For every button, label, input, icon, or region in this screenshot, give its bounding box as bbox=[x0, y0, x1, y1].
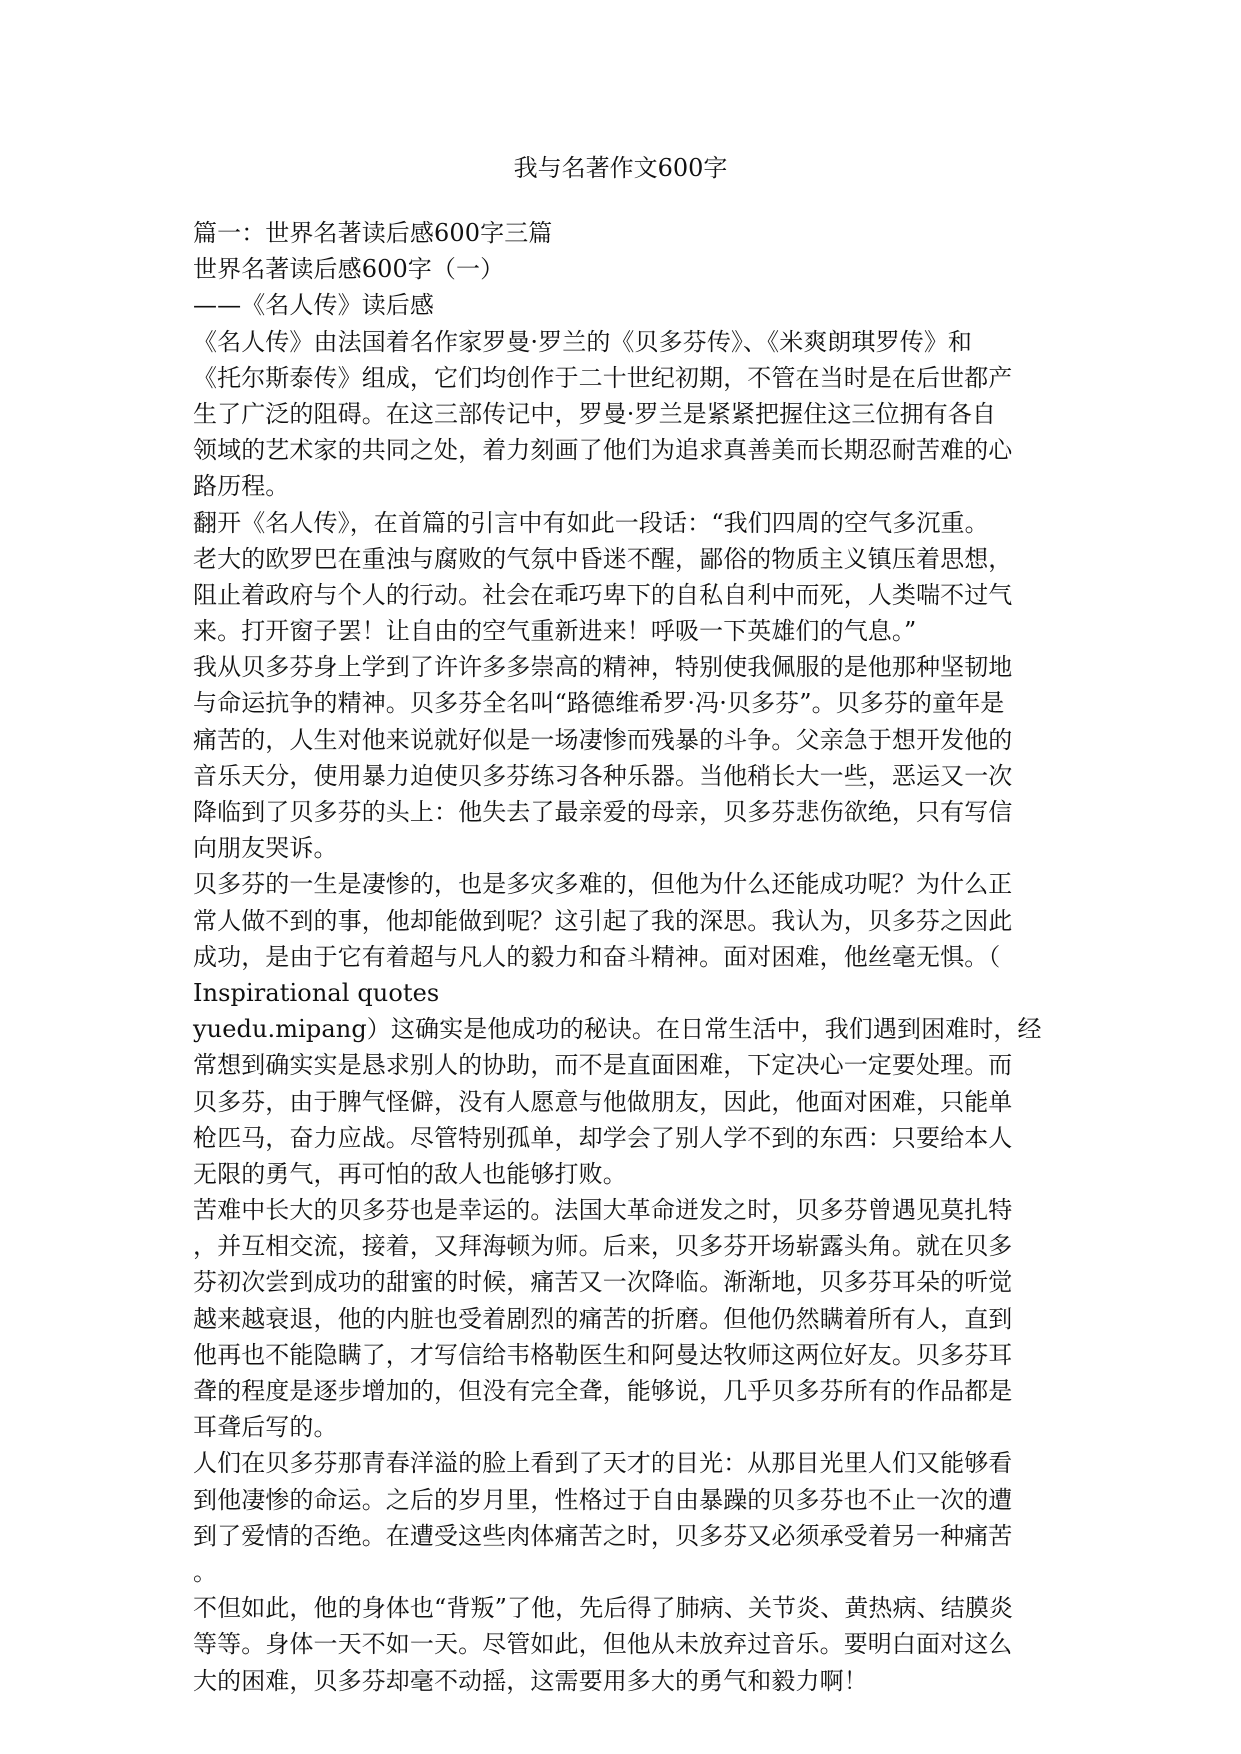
text-line: 大的困难，贝多芬却毫不动摇，这需要用多大的勇气和毅力啊！ bbox=[193, 1666, 868, 1695]
text-line: 老大的欧罗巴在重浊与腐败的气氛中昏迷不醒，鄙俗的物质主义镇压着思想， bbox=[193, 544, 1013, 573]
text-line: 无限的勇气，再可怕的敌人也能够打败。 bbox=[193, 1159, 627, 1188]
text-line: 越来越衰退，他的内脏也受着剧烈的痛苦的折磨。但他仍然瞒着所有人，直到 bbox=[193, 1304, 1013, 1333]
text-line: 来。打开窗子罢！让自由的空气重新进来！呼吸一下英雄们的气息。” bbox=[193, 617, 917, 646]
text-line: 路历程。 bbox=[193, 472, 290, 501]
text-line: 常人做不到的事，他却能做到呢？这引起了我的深思。我认为，贝多芬之因此 bbox=[193, 906, 1013, 935]
text-line: 痛苦的，人生对他来说就好似是一场凄惨而残暴的斗争。父亲急于想开发他的 bbox=[193, 725, 1013, 754]
text-line: yuedu.mipang）这确实是他成功的秘诀。在日常生活中，我们遇到困难时，经 bbox=[193, 1015, 1042, 1044]
text-line: 翻开《名人传》，在首篇的引言中有如此一段话：“我们四周的空气多沉重。 bbox=[193, 508, 989, 537]
text-line: 与命运抗争的精神。贝多芬全名叫“路德维希罗·冯·贝多芬”。贝多芬的童年是 bbox=[193, 689, 1005, 718]
text-line: 。 bbox=[193, 1557, 218, 1586]
text-line: 阻止着政府与个人的行动。社会在乖巧卑下的自私自利中而死，人类喘不过气 bbox=[193, 580, 1013, 609]
text-line: 成功，是由于它有着超与凡人的毅力和奋斗精神。面对困难，他丝毫无惧。（ bbox=[193, 942, 1001, 971]
text-line: 等等。身体一天不如一天。尽管如此，但他从未放弃过音乐。要明白面对这么 bbox=[193, 1630, 1013, 1659]
text-line: 到了爱情的否绝。在遭受这些肉体痛苦之时，贝多芬又必须承受着另一种痛苦 bbox=[193, 1521, 1013, 1550]
document-body bbox=[193, 215, 1063, 1699]
text-line: 芬初次尝到成功的甜蜜的时候，痛苦又一次降临。渐渐地，贝多芬耳朵的听觉 bbox=[193, 1268, 1013, 1297]
text-line: 生了广泛的阻碍。在这三部传记中，罗曼·罗兰是紧紧把握住这三位拥有各自 bbox=[193, 399, 997, 428]
text-line: ，并互相交流，接着，又拜海顿为师。后来，贝多芬开场崭露头角。就在贝多 bbox=[193, 1232, 1013, 1261]
text-line: 向朋友哭诉。 bbox=[193, 834, 338, 863]
text-line: 人们在贝多芬那青春洋溢的脸上看到了天才的目光：从那目光里人们又能够看 bbox=[193, 1449, 1013, 1478]
text-line: 我从贝多芬身上学到了许许多多崇高的精神，特别使我佩服的是他那种坚韧地 bbox=[193, 653, 1013, 682]
text-line: 他再也不能隐瞒了，才写信给韦格勒医生和阿曼达牧师这两位好友。贝多芬耳 bbox=[193, 1340, 1013, 1369]
text-line: 领域的艺术家的共同之处，着力刻画了他们为追求真善美而长期忍耐苦难的心 bbox=[193, 436, 1013, 465]
text-line: 音乐天分，使用暴力迫使贝多芬练习各种乐器。当他稍长大一些，恶运又一次 bbox=[193, 761, 1013, 790]
text-line: 常想到确实实是恳求别人的协助，而不是直面困难，下定决心一定要处理。而 bbox=[193, 1051, 1013, 1080]
text-line: 降临到了贝多芬的头上：他失去了最亲爱的母亲，贝多芬悲伤欲绝，只有写信 bbox=[193, 798, 1013, 826]
text-line: 世界名著读后感600字（一） bbox=[193, 255, 505, 284]
text-line: 耳聋后写的。 bbox=[193, 1413, 338, 1442]
text-line: 《名人传》由法国着名作家罗曼·罗兰的《贝多芬传》、《米爽朗琪罗传》和 bbox=[193, 327, 973, 356]
text-line: 篇一：世界名著读后感600字三篇 bbox=[193, 219, 553, 247]
text-line: 《托尔斯泰传》组成，它们均创作于二十世纪初期，不管在当时是在后世都产 bbox=[193, 363, 1013, 392]
text-line: 不但如此，他的身体也“背叛”了他，先后得了肺病、关节炎、黄热病、结膜炎 bbox=[193, 1594, 1014, 1623]
text-line: 到他凄惨的命运。之后的岁月里，性格过于自由暴躁的贝多芬也不止一次的遭 bbox=[193, 1485, 1013, 1514]
text-line: ——《名人传》读后感 bbox=[193, 291, 434, 320]
text-line: 枪匹马，奋力应战。尽管特别孤单，却学会了别人学不到的东西：只要给本人 bbox=[193, 1123, 1013, 1152]
text-line: 苦难中长大的贝多芬也是幸运的。法国大革命迸发之时，贝多芬曾遇见莫扎特 bbox=[193, 1196, 1013, 1225]
text-line: 聋的程度是逐步增加的，但没有完全聋，能够说，几乎贝多芬所有的作品都是 bbox=[193, 1377, 1013, 1405]
text-line: Inspirational quotes bbox=[193, 978, 440, 1007]
document-title: 我与名著作文600字 bbox=[513, 154, 728, 182]
text-line: 贝多芬的一生是凄惨的，也是多灾多难的，但他为什么还能成功呢？为什么正 bbox=[193, 870, 1013, 899]
text-line: 贝多芬，由于脾气怪僻，没有人愿意与他做朋友，因此，他面对困难，只能单 bbox=[193, 1087, 1013, 1116]
